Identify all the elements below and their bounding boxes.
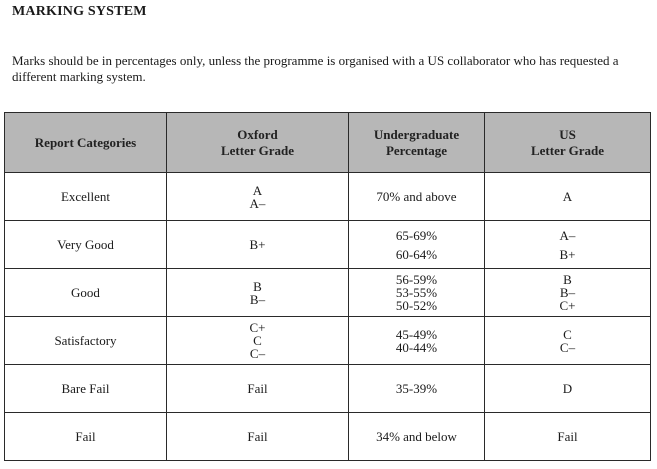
category-cell: Excellent bbox=[5, 173, 167, 221]
marking-table bbox=[4, 112, 651, 461]
category-cell: Very Good bbox=[5, 221, 167, 269]
table-row bbox=[5, 221, 651, 269]
category-cell: Satisfactory bbox=[5, 317, 167, 365]
category-cell: Fail bbox=[5, 413, 167, 461]
page-heading: MARKING SYSTEM bbox=[12, 4, 147, 19]
header-report-categories: Report Categories bbox=[5, 113, 167, 173]
header-undergraduate-percentage: Undergraduate Percentage bbox=[349, 113, 485, 173]
table-row bbox=[5, 269, 651, 317]
header-oxford-letter-grade: Oxford Letter Grade bbox=[167, 113, 349, 173]
percentage-cell: 70% and above bbox=[349, 173, 485, 221]
us-grade-cell: B B– C+ bbox=[485, 269, 651, 317]
us-grade-cell: C C– bbox=[485, 317, 651, 365]
table-row bbox=[5, 365, 651, 413]
us-grade-cell: A bbox=[485, 173, 651, 221]
header-us-letter-grade: US Letter Grade bbox=[485, 113, 651, 173]
percentage-cell: 65-69% 60-64% bbox=[349, 221, 485, 269]
us-grade-cell: D bbox=[485, 365, 651, 413]
oxford-grade-cell: B+ bbox=[167, 221, 349, 269]
percentage-cell: 35-39% bbox=[349, 365, 485, 413]
oxford-grade-cell: B B– bbox=[167, 269, 349, 317]
category-cell: Bare Fail bbox=[5, 365, 167, 413]
table-header-row bbox=[5, 113, 651, 173]
oxford-grade-cell: Fail bbox=[167, 365, 349, 413]
percentage-cell: 34% and below bbox=[349, 413, 485, 461]
intro-paragraph: Marks should be in percentages only, unless the programme is organised with a US collaborator who has requested a different marking system. bbox=[12, 53, 619, 84]
table-row bbox=[5, 173, 651, 221]
percentage-cell: 45-49% 40-44% bbox=[349, 317, 485, 365]
category-cell: Good bbox=[5, 269, 167, 317]
oxford-grade-cell: A A– bbox=[167, 173, 349, 221]
oxford-grade-cell: C+ C C– bbox=[167, 317, 349, 365]
us-grade-cell: Fail bbox=[485, 413, 651, 461]
table-row bbox=[5, 317, 651, 365]
percentage-cell: 56-59% 53-55% 50-52% bbox=[349, 269, 485, 317]
table-row bbox=[5, 413, 651, 461]
us-grade-cell: A– B+ bbox=[485, 221, 651, 269]
oxford-grade-cell: Fail bbox=[167, 413, 349, 461]
